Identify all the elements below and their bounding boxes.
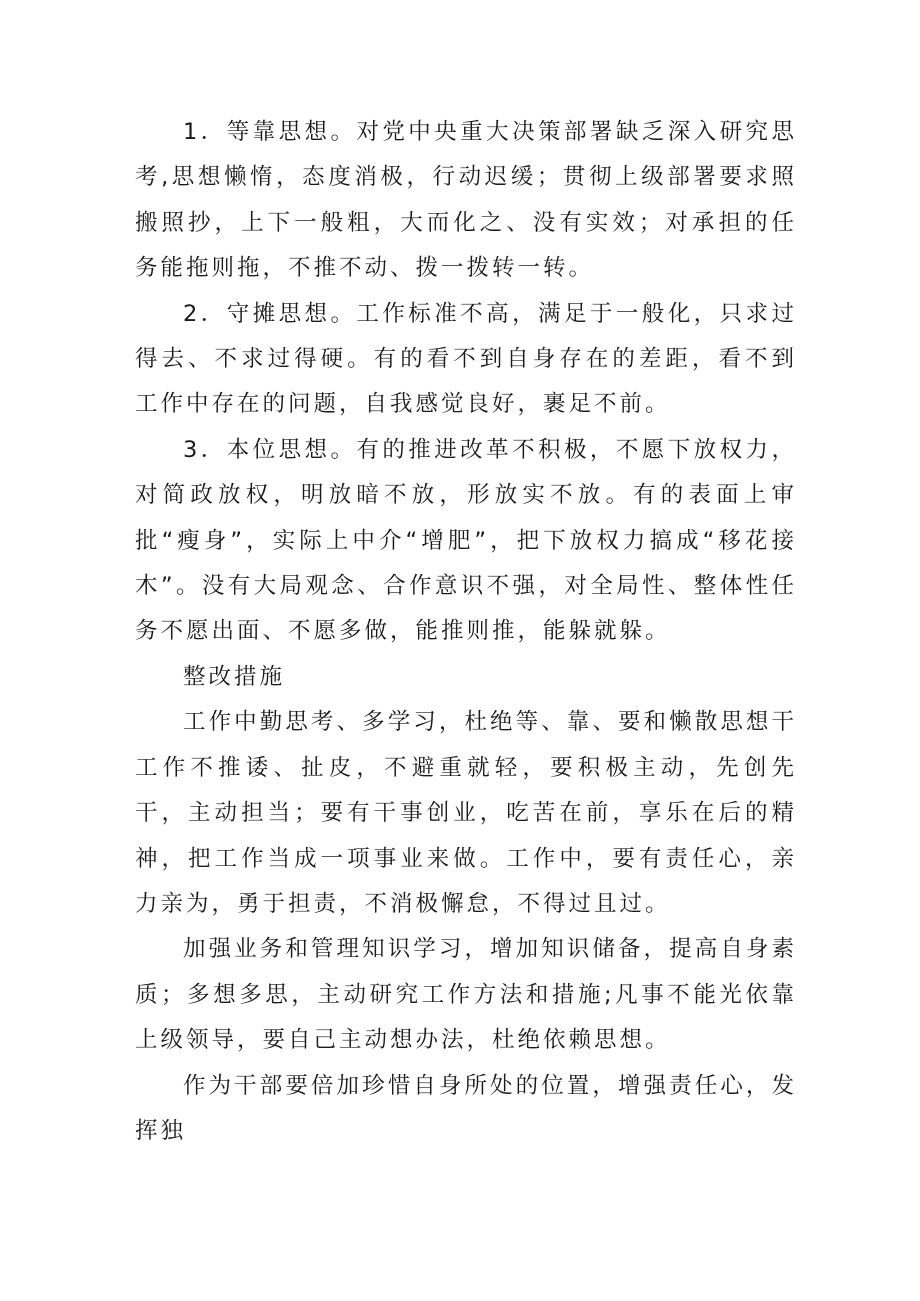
section-heading-rectification: 整改措施 [183, 663, 286, 690]
paragraph-departmentalism-mindset: 3．本位思想。有的推进改革不积极，不愿下放权力，对简政放权，明放暗不放，形放实不放。有的表面上审批“瘦身”，实际上中介“增肥”，把下放权力搞成“移花接木”。没有大局观念、合作意识不强，对全局性、整体性任务不愿出面、不愿多做，能推则推，能躲就躲。 [135, 436, 797, 645]
paragraph-rectification-cadre: 作为干部要倍加珍惜自身所处的位置，增强责任心，发挥独 [135, 1072, 797, 1144]
document-body [135, 110, 797, 1154]
paragraph-waiting-mindset: 1．等靠思想。对党中央重大决策部署缺乏深入研究思考,思想懒惰，态度消极，行动迟缓；贯彻上级部署要求照搬照抄，上下一般粗，大而化之、没有实效；对承担的任务能拖则拖，不推不动、拨一拨转一转。 [135, 119, 797, 282]
paragraph-rectification-work: 工作中勤思考、多学习，杜绝等、靠、要和懒散思想干工作不推诿、扯皮，不避重就轻，要积极主动，先创先干，主动担当；要有干事创业，吃苦在前，享乐在后的精神，把工作当成一项事业来做。工作中，要有责任心，亲力亲为，勇于担责，不消极懈怠，不得过且过。 [135, 709, 797, 917]
paragraph-complacency-mindset: 2．守摊思想。工作标准不高，满足于一般化，只求过得去、不求过得硬。有的看不到自身存在的差距，看不到工作中存在的问题，自我感觉良好，裹足不前。 [135, 300, 797, 418]
paragraph-rectification-study: 加强业务和管理知识学习，增加知识储备，提高自身素质；多想多思，主动研究工作方法和措施;凡事不能光依靠上级领导，要自己主动想办法，杜绝依赖思想。 [135, 936, 797, 1054]
